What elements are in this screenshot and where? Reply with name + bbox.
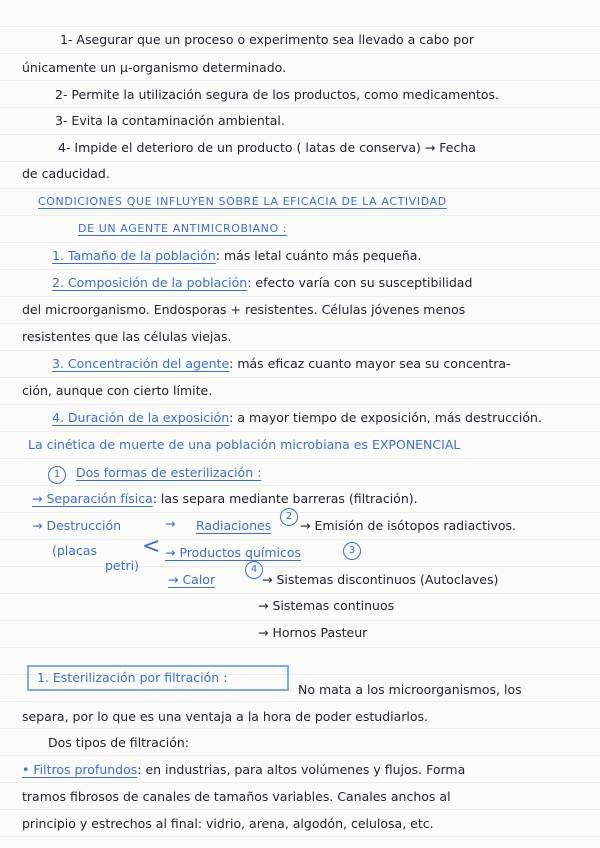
condition-1-text: : más letal cuánto más pequeña. bbox=[215, 248, 422, 263]
destruction-label: → Destrucción bbox=[32, 518, 122, 533]
number-4-circle: 4 bbox=[245, 561, 263, 579]
separation-text: : las separa mediante barreras (filtración). bbox=[152, 491, 418, 506]
condition-2-line-2: del microorganismo. Endosporas + resistentes. Células jóvenes menos bbox=[22, 302, 466, 317]
condition-1 bbox=[52, 248, 421, 263]
intro-point-4-line-1: 4- Impide el deterioro de un producto ( latas de conserva) → Fecha bbox=[58, 140, 476, 155]
condition-4 bbox=[52, 410, 542, 425]
number-2-circle-wrap bbox=[280, 507, 298, 526]
condition-2-line-3: resistentes que las células viejas. bbox=[22, 329, 232, 344]
intro-point-3: 3- Evita la contaminación ambiental. bbox=[55, 113, 285, 128]
number-3-circle-wrap bbox=[343, 541, 361, 560]
condition-4-text: : a mayor tiempo de exposición, más destrucción. bbox=[229, 410, 542, 425]
calor-label: → Calor bbox=[168, 572, 216, 587]
conditions-heading-line-1: CONDICIONES QUE INFLUYEN SOBRE LA EFICACIA DE LA ACTIVIDAD bbox=[38, 195, 447, 208]
number-1-circle: 1 bbox=[48, 466, 66, 484]
condition-1-label: 1. Tamaño de la población bbox=[52, 248, 216, 263]
conditions-heading-line-2: DE UN AGENTE ANTIMICROBIANO : bbox=[78, 222, 288, 235]
filtration-types: Dos tipos de filtración: bbox=[48, 735, 189, 750]
sterilization-title-row bbox=[48, 465, 261, 484]
radiaciones-text: → Emisión de isótopos radiactivos. bbox=[300, 518, 517, 533]
deep-filters-label: • Filtros profundos bbox=[22, 762, 138, 777]
placas-line-2: petri) bbox=[105, 558, 140, 573]
number-4-circle-wrap bbox=[245, 560, 263, 579]
filtration-title: 1. Esterilización por filtración : bbox=[37, 670, 228, 685]
condition-3-label: 3. Concentración del agente bbox=[52, 356, 230, 371]
condition-4-label: 4. Duración de la exposición bbox=[52, 410, 230, 425]
placas-line-1: (placas bbox=[52, 543, 97, 558]
condition-3-line-2: ción, aunque con cierto límite. bbox=[22, 383, 213, 398]
kinetics-statement: La cinética de muerte de una población microbiana es EXPONENCIAL bbox=[28, 437, 461, 452]
intro-point-1-line-1: 1- Asegurar que un proceso o experimento sea llevado a cabo por bbox=[60, 32, 475, 47]
intro-point-1-line-2: únicamente un μ-organismo determinado. bbox=[22, 60, 287, 75]
condition-2 bbox=[52, 275, 472, 290]
sterilization-title: Dos formas de esterilización : bbox=[75, 465, 262, 480]
bracket: < bbox=[142, 534, 161, 559]
filtration-bullet bbox=[22, 762, 465, 777]
filtration-line-1: No mata a los microorganismos, los bbox=[298, 682, 522, 697]
filtration-line-5: tramos fibrosos de canales de tamaños variables. Canales anchos al bbox=[22, 789, 451, 804]
number-2-circle: 2 bbox=[280, 508, 298, 526]
intro-point-4-line-2: de caducidad. bbox=[22, 166, 110, 181]
condition-2-label: 2. Composición de la población bbox=[52, 275, 248, 290]
calor-item-2: → Sistemas continuos bbox=[258, 598, 395, 613]
calor-item-1: → Sistemas discontinuos (Autoclaves) bbox=[262, 572, 499, 587]
filtration-line-6: principio y estrechos al final: vidrio, arena, algodón, celulosa, etc. bbox=[22, 816, 434, 831]
radiaciones-label: Radiaciones bbox=[196, 518, 272, 533]
filtration-line-2: separa, por lo que es una ventaja a la hora de poder estudiarlos. bbox=[22, 709, 429, 724]
destruction-arrow: → bbox=[165, 516, 176, 531]
separation-label: → Separación física bbox=[32, 491, 153, 506]
deep-filters-text: : en industrias, para altos volúmenes y flujos. Forma bbox=[137, 762, 466, 777]
intro-point-2: 2- Permite la utilización segura de los productos, como medicamentos. bbox=[55, 87, 499, 102]
condition-3 bbox=[52, 356, 511, 371]
number-3-circle: 3 bbox=[343, 542, 361, 560]
quimicos-label: → Productos químicos bbox=[165, 545, 302, 560]
condition-3-text: : más eficaz cuanto mayor sea su concentra- bbox=[229, 356, 511, 371]
condition-2-text: : efecto varía con su susceptibilidad bbox=[247, 275, 473, 290]
calor-item-3: → Hornos Pasteur bbox=[258, 625, 368, 640]
separation-row bbox=[32, 491, 418, 506]
